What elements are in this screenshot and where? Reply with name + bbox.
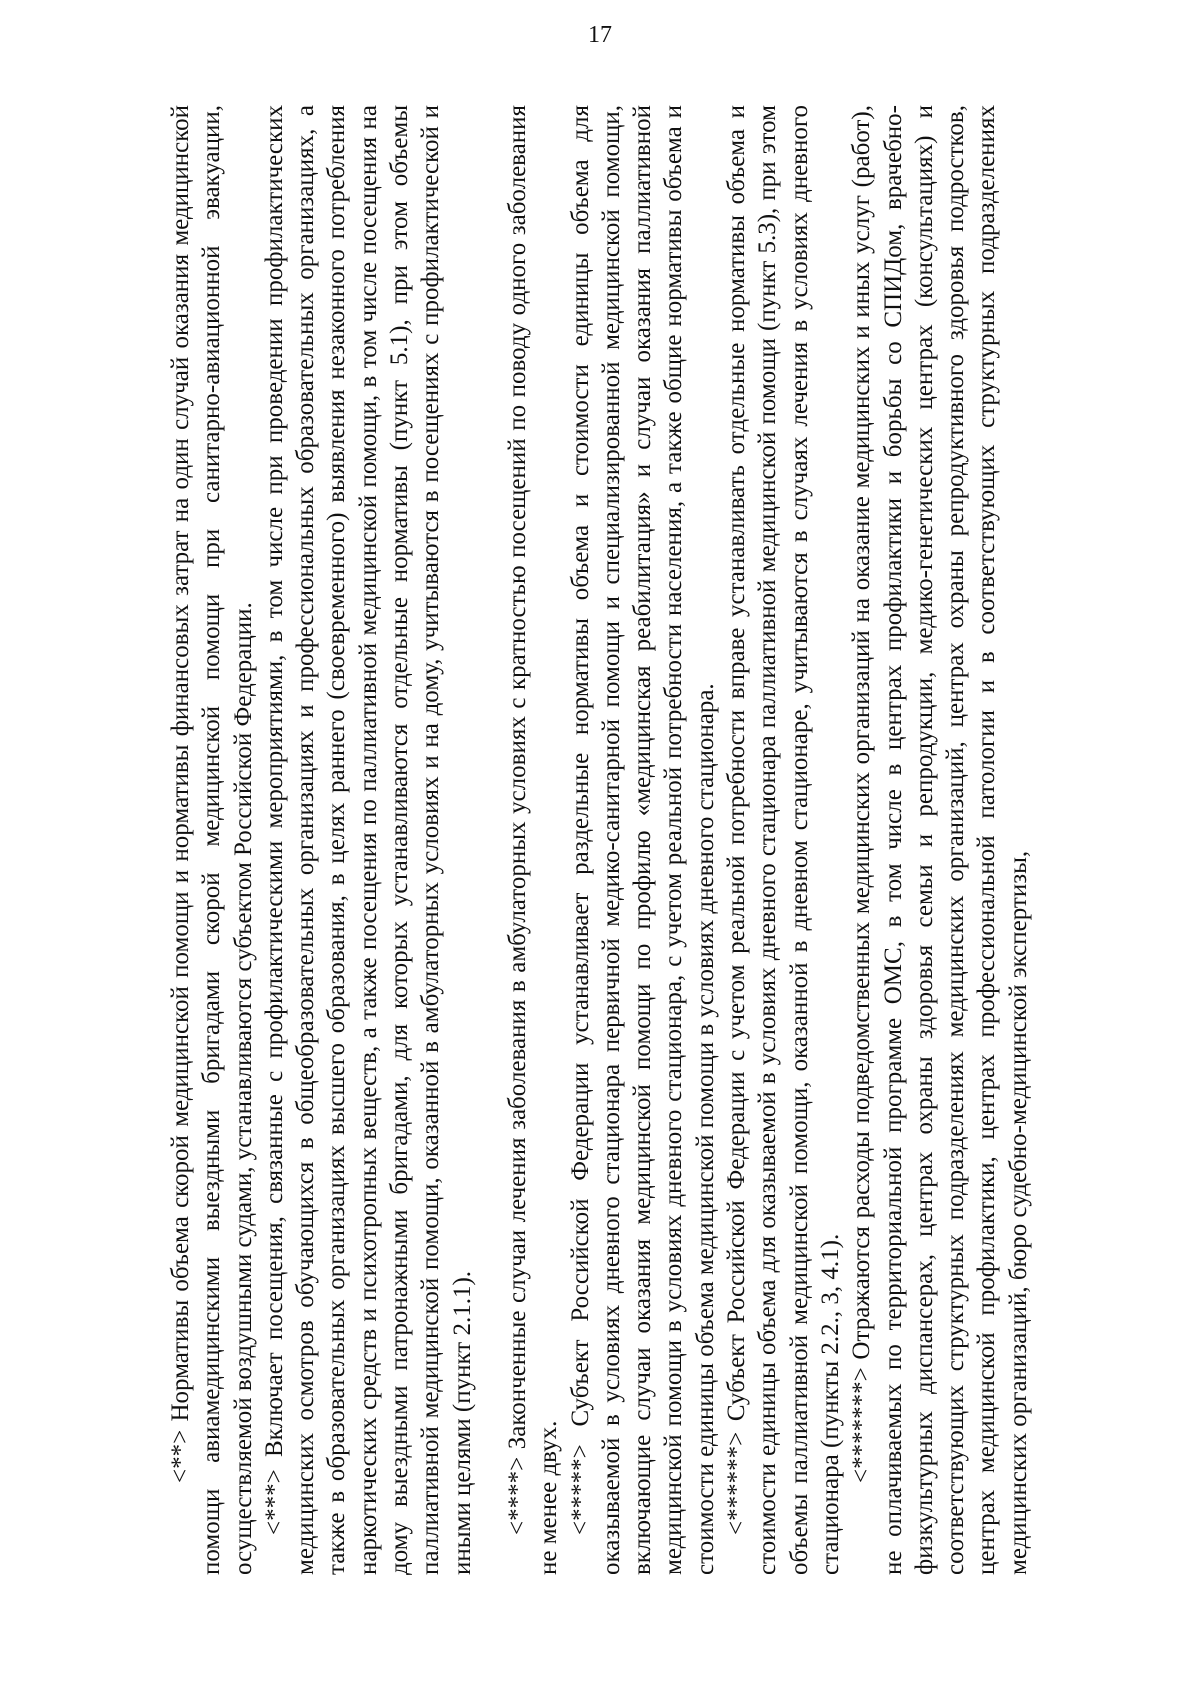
footnote <box>721 105 846 1575</box>
footnote-text: Нормативы объема скорой медицинской помощи и нормативы финансовых затрат на один случай оказания медицинской помощи авиамедицинскими выездными бригадами скорой медицинской помощи при санитарно-авиационной эвакуации, осуществляемой воздушными судами, устанавливаются субъектом Российской Федерации. <box>167 104 257 1575</box>
footnote-text: Субъект Российской Федерации устанавливает раздельные нормативы объема и стоимости единицы объема для оказываемой в условиях дневного стационара первичной медико-санитарной помощи и специализированной медицинской помощи, включающие случаи оказания медицинской помощи по профилю «медицинская реабилитация» и случаи оказания паллиативной медицинской помощи в условиях дневного стационара, с учетом реальной потребности населения, а также общие нормативы объема и стоимости единицы объема медицинской помощи в условиях дневного стационара. <box>566 104 719 1575</box>
footnote-text: Включает посещения, связанные с профилактическими мероприятиями, в том числе при проведении профилактических медицинских осмотров обучающихся в общеобразовательных организациях и профессиональных образовательных организациях, а также в образовательных организациях высшего образования, в целях раннего (своевременного) выявления незаконного потребления наркотических средств и психотропных веществ, а также посещения по паллиативной медицинской помощи, в том числе посещения на дому выездными патронажными бригадами, для которых устанавливаются отдельные нормативы (пункт 5.1), при этом объемы паллиативной медицинской помощи, оказанной в амбулаторных условиях и на дому, учитываются в посещениях с профилактической и иными целями (пункт 2.1.1). <box>260 104 476 1575</box>
footnote <box>165 105 259 1575</box>
footnotes-block <box>165 105 1125 1575</box>
page-number: 17 <box>588 22 612 48</box>
footnote <box>259 105 478 1575</box>
footnote-marker: <***> <box>260 1469 288 1535</box>
footnote-marker: <******> <box>723 1431 751 1535</box>
footnote <box>846 105 1034 1575</box>
footnote-text: Отражаются расходы подведомственных медицинских организаций на оказание медицинских и иных услуг (работ), не оплачиваемых по территориальной программе ОМС, в том числе в центрах профилактики и борьбы со СПИДом, врачебно-физкультурных диспансерах, центрах охраны здоровья семьи и репродукции, медико-генетических центрах (консультациях) и соответствующих структурных подразделениях медицинских организаций, центрах охраны репродуктивного здоровья подростков, центрах медицинской профилактики, центрах профессиональной патологии и в соответствующих структурных подразделениях медицинских организаций, бюро судебно-медицинской экспертизы, <box>848 105 1032 1575</box>
paragraph-gap <box>478 105 502 1575</box>
footnote <box>565 105 721 1575</box>
footnote-marker: <****> <box>503 1456 531 1535</box>
footnote-marker: <*******> <box>848 1367 876 1483</box>
footnote <box>502 105 565 1575</box>
footnote-marker: <**> <box>167 1429 194 1483</box>
footnote-marker: <*****> <box>566 1444 594 1535</box>
footnote-text: Субъект Российской Федерации с учетом реальной потребности вправе устанавливать отдельные нормативы объема и стоимости единицы объема для оказываемой в условиях дневного стационара паллиативной медицинской помощи (пункт 5.3), при этом объемы паллиативной медицинской помощи, оказанной в дневном стационаре, учитываются в случаях лечения в условиях дневного стационара (пункты 2.2., 3, 4.1). <box>723 104 844 1575</box>
rotated-content <box>165 105 1125 1575</box>
footnote-text: Законченные случаи лечения заболевания в амбулаторных условиях с кратностью посещений по поводу одного заболевания не менее двух. <box>503 105 563 1575</box>
